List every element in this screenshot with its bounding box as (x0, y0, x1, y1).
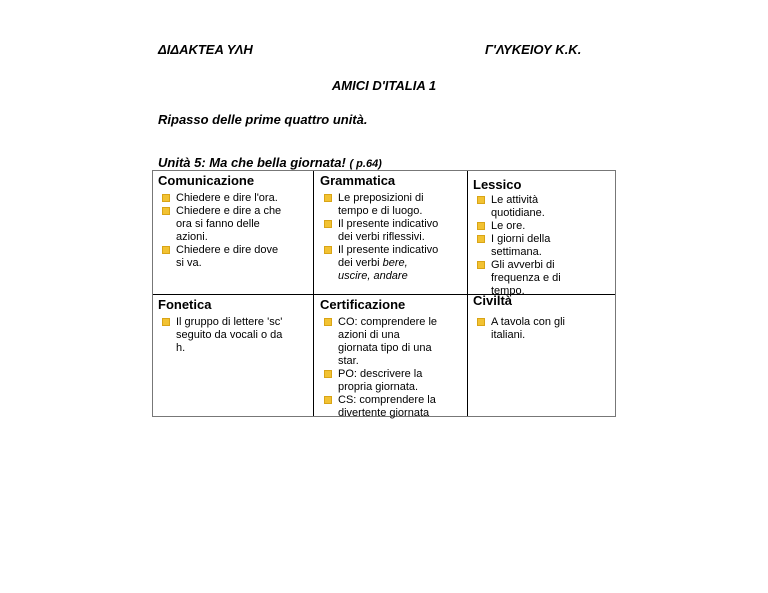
cell-civilta (473, 295, 613, 342)
list-item: A tavola con gli italiani. (473, 316, 613, 342)
list-lessico (473, 194, 613, 298)
cell-title-fonetica: Fonetica (158, 297, 212, 312)
unit-title-text: Unità 5: Ma che bella giornata! (158, 155, 346, 170)
subtitle: Ripasso delle prime quattro unità. (158, 112, 368, 127)
italic-verbs-2: uscire, andare (338, 270, 408, 282)
list-item: Chiedere e dire l'ora. (158, 192, 308, 205)
list-item: CS: comprendere la divertente giornata (320, 394, 468, 420)
header-right: Γ'ΛΥΚΕΙΟΥ Κ.Κ. (485, 42, 582, 57)
list-item: Chiedere e dire dove si va. (158, 244, 308, 270)
cell-fonetica (158, 295, 308, 355)
list-grammatica (320, 192, 468, 283)
unit-page-ref: ( p.64) (349, 158, 382, 170)
cell-title-certificazione: Certificazione (320, 297, 406, 312)
unit-title (158, 155, 382, 170)
list-comunicazione (158, 192, 308, 270)
list-item: Le attività quotidiane. (473, 194, 613, 220)
cell-certificazione (320, 295, 468, 420)
list-item: PO: descrivere la propria giornata. (320, 368, 468, 394)
cell-grammatica (320, 173, 468, 283)
list-fonetica (158, 316, 308, 355)
cell-title-comunicazione: Comunicazione (158, 173, 255, 188)
cell-lessico (473, 173, 613, 298)
italic-verbs-1: bere, (382, 257, 408, 269)
list-item: I giorni della settimana. (473, 233, 613, 259)
topics-table (152, 170, 616, 417)
list-item: Le preposizioni di tempo e di luogo. (320, 192, 468, 218)
list-item: Il gruppo di lettere 'sc' seguito da vocali o da h. (158, 316, 308, 355)
list-item: Chiedere e dire a che ora si fanno delle azioni. (158, 205, 308, 244)
cell-title-lessico: Lessico (473, 177, 522, 192)
list-item: CO: comprendere le azioni di una giornata tipo di una star. (320, 316, 468, 368)
list-item: Gli avverbi di frequenza e di tempo. (473, 259, 613, 298)
page-title: AMICI D'ITALIA 1 (331, 78, 437, 93)
cell-title-civilta: Civiltà (473, 293, 513, 308)
list-item: Le ore. (473, 220, 613, 233)
list-item: Il presente indicativo dei verbi riflessivi. (320, 218, 468, 244)
header-left: ΔΙΔΑΚΤΕΑ ΥΛΗ (158, 42, 253, 57)
list-certificazione (320, 316, 468, 420)
list-civilta (473, 316, 613, 342)
cell-title-grammatica: Grammatica (320, 173, 396, 188)
list-item: Il presente indicativo dei verbi bere, uscire, andare (320, 244, 468, 283)
cell-comunicazione (158, 173, 308, 270)
